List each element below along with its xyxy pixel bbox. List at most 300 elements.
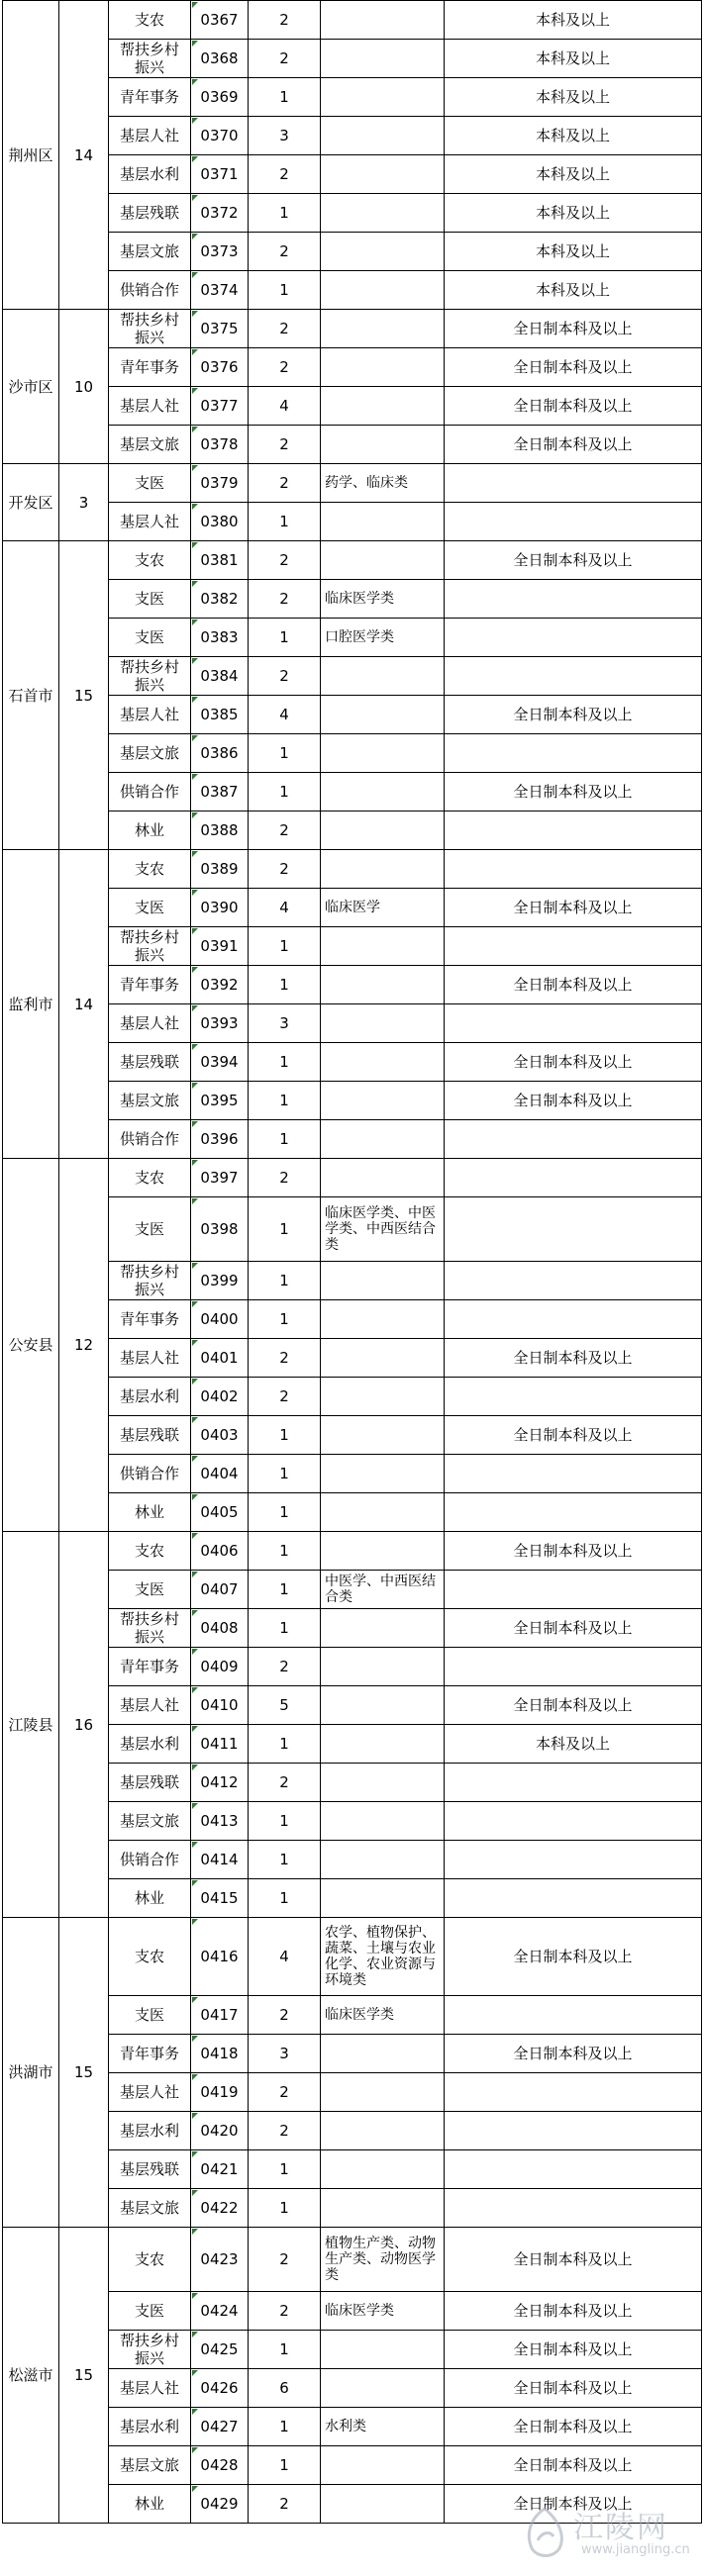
post-code-cell: 0370 [191,117,249,155]
region-total-cell: 15 [59,541,109,850]
post-cell: 基层残联 [109,1416,191,1455]
major-cell [321,271,445,310]
education-cell: 本科及以上 [445,155,702,194]
quota-cell: 1 [249,2331,321,2369]
post-code-cell: 0408 [191,1609,249,1648]
post-cell: 支医 [109,619,191,657]
post-cell: 青年事务 [109,1648,191,1686]
education-cell [445,1197,702,1262]
education-cell: 全日制本科及以上 [445,1918,702,1996]
education-cell: 全日制本科及以上 [445,1339,702,1378]
post-code-cell: 0393 [191,1004,249,1043]
education-cell: 全日制本科及以上 [445,2369,702,2408]
quota-cell: 1 [249,1802,321,1841]
post-cell: 支农 [109,850,191,889]
major-cell [321,1879,445,1918]
education-cell [445,1004,702,1043]
major-cell: 农学、植物保护、蔬菜、土壤与农业化学、农业资源与环境类 [321,1918,445,1996]
education-cell: 本科及以上 [445,1,702,40]
education-cell: 本科及以上 [445,40,702,78]
post-cell: 基层文旅 [109,1082,191,1120]
major-cell [321,1,445,40]
quota-cell: 1 [249,1120,321,1159]
post-cell: 青年事务 [109,966,191,1004]
post-code-cell: 0412 [191,1764,249,1802]
major-cell: 口腔医学类 [321,619,445,657]
quota-cell: 2 [249,426,321,464]
post-cell: 帮扶乡村振兴 [109,1262,191,1300]
watermark-url: www.jiangling.cn [581,2542,690,2557]
quota-cell: 1 [249,966,321,1004]
post-code-cell: 0411 [191,1725,249,1764]
quota-cell: 1 [249,1532,321,1571]
table-row [3,2228,702,2292]
post-code-cell: 0394 [191,1043,249,1082]
major-cell [321,2073,445,2112]
major-cell [321,117,445,155]
watermark-text: 江陵网 [573,2511,668,2545]
post-code-cell: 0410 [191,1686,249,1725]
quota-cell: 2 [249,580,321,619]
major-cell [321,1532,445,1571]
post-cell: 基层水利 [109,155,191,194]
quota-cell: 2 [249,541,321,580]
post-code-cell: 0369 [191,78,249,117]
post-code-cell: 0371 [191,155,249,194]
quota-cell: 4 [249,696,321,734]
quota-cell: 2 [249,1996,321,2035]
quota-cell: 1 [249,1571,321,1609]
quota-cell: 2 [249,850,321,889]
post-code-cell: 0409 [191,1648,249,1686]
education-cell: 全日制本科及以上 [445,2035,702,2073]
table-row [3,541,702,580]
major-cell [321,2331,445,2369]
education-cell [445,2189,702,2228]
major-cell [321,1416,445,1455]
education-cell: 全日制本科及以上 [445,310,702,348]
education-cell: 全日制本科及以上 [445,2446,702,2485]
post-cell: 基层残联 [109,194,191,233]
post-code-cell: 0418 [191,2035,249,2073]
quota-cell: 6 [249,2369,321,2408]
region-total-cell: 16 [59,1532,109,1918]
post-cell: 基层人社 [109,117,191,155]
major-cell [321,2485,445,2524]
education-cell [445,1802,702,1841]
post-cell: 支农 [109,1918,191,1996]
table-row [3,1532,702,1571]
education-cell [445,811,702,850]
major-cell [321,966,445,1004]
post-cell: 支医 [109,1571,191,1609]
education-cell [445,2150,702,2189]
quota-cell: 4 [249,387,321,426]
major-cell: 临床医学类 [321,2292,445,2331]
post-code-cell: 0392 [191,966,249,1004]
education-cell: 全日制本科及以上 [445,1532,702,1571]
post-cell: 支医 [109,1197,191,1262]
quota-cell: 2 [249,2112,321,2150]
education-cell: 全日制本科及以上 [445,387,702,426]
major-cell [321,1686,445,1725]
post-cell: 支农 [109,2228,191,2292]
quota-cell: 2 [249,2073,321,2112]
quota-cell: 2 [249,464,321,503]
major-cell [321,2112,445,2150]
major-cell [321,1339,445,1378]
quota-cell: 4 [249,1918,321,1996]
post-cell: 帮扶乡村振兴 [109,40,191,78]
quota-cell: 1 [249,1043,321,1082]
major-cell [321,426,445,464]
post-code-cell: 0399 [191,1262,249,1300]
post-cell: 青年事务 [109,78,191,117]
quota-cell: 2 [249,1378,321,1416]
quota-cell: 1 [249,2150,321,2189]
quota-cell: 1 [249,1197,321,1262]
table-row [3,850,702,889]
post-code-cell: 0400 [191,1300,249,1339]
post-cell: 基层残联 [109,1043,191,1082]
post-code-cell: 0417 [191,1996,249,2035]
major-cell [321,773,445,811]
watermark-logo-icon [520,2505,569,2560]
post-cell: 供销合作 [109,1841,191,1879]
post-code-cell: 0373 [191,233,249,271]
major-cell: 植物生产类、动物生产类、动物医学类 [321,2228,445,2292]
quota-cell: 1 [249,734,321,773]
post-code-cell: 0413 [191,1802,249,1841]
quota-cell: 3 [249,117,321,155]
post-cell: 支医 [109,580,191,619]
education-cell [445,1262,702,1300]
quota-cell: 1 [249,1609,321,1648]
post-code-cell: 0385 [191,696,249,734]
education-cell [445,1159,702,1197]
post-code-cell: 0381 [191,541,249,580]
quota-cell: 1 [249,78,321,117]
major-cell [321,1648,445,1686]
major-cell [321,2150,445,2189]
post-code-cell: 0380 [191,503,249,541]
major-cell [321,1004,445,1043]
post-cell: 帮扶乡村振兴 [109,2331,191,2369]
major-cell [321,811,445,850]
education-cell: 全日制本科及以上 [445,773,702,811]
post-cell: 基层文旅 [109,2189,191,2228]
post-code-cell: 0423 [191,2228,249,2292]
post-code-cell: 0368 [191,40,249,78]
education-cell: 全日制本科及以上 [445,426,702,464]
post-code-cell: 0375 [191,310,249,348]
education-cell: 本科及以上 [445,117,702,155]
education-cell [445,927,702,966]
post-code-cell: 0415 [191,1879,249,1918]
quota-cell: 2 [249,657,321,696]
post-cell: 支农 [109,1532,191,1571]
region-total-cell: 3 [59,464,109,541]
post-code-cell: 0404 [191,1455,249,1493]
post-code-cell: 0424 [191,2292,249,2331]
post-code-cell: 0428 [191,2446,249,2485]
major-cell [321,2369,445,2408]
education-cell: 全日制本科及以上 [445,2331,702,2369]
quota-cell: 2 [249,1648,321,1686]
major-cell: 水利类 [321,2408,445,2446]
major-cell: 临床医学类 [321,1996,445,2035]
education-cell: 全日制本科及以上 [445,696,702,734]
table-row [3,1918,702,1996]
education-cell [445,1879,702,1918]
quota-cell: 2 [249,233,321,271]
post-cell: 基层文旅 [109,1802,191,1841]
quota-cell: 2 [249,1339,321,1378]
major-cell [321,2035,445,2073]
education-cell: 全日制本科及以上 [445,541,702,580]
region-cell: 荆州区 [3,1,59,310]
post-cell: 基层人社 [109,2369,191,2408]
post-cell: 帮扶乡村振兴 [109,1609,191,1648]
post-cell: 帮扶乡村振兴 [109,657,191,696]
post-cell: 林业 [109,1493,191,1532]
post-code-cell: 0377 [191,387,249,426]
quota-cell: 1 [249,503,321,541]
major-cell [321,233,445,271]
post-code-cell: 0401 [191,1339,249,1378]
post-code-cell: 0367 [191,1,249,40]
post-cell: 青年事务 [109,348,191,387]
post-cell: 基层人社 [109,1339,191,1378]
post-cell: 基层人社 [109,1686,191,1725]
quota-cell: 1 [249,1493,321,1532]
table-row [3,1,702,40]
post-code-cell: 0395 [191,1082,249,1120]
major-cell [321,734,445,773]
quota-cell: 1 [249,194,321,233]
table-row [3,310,702,348]
quota-cell: 2 [249,1764,321,1802]
region-cell: 监利市 [3,850,59,1159]
post-code-cell: 0374 [191,271,249,310]
post-cell: 基层人社 [109,503,191,541]
major-cell [321,194,445,233]
post-cell: 基层文旅 [109,734,191,773]
major-cell [321,2189,445,2228]
major-cell [321,155,445,194]
quota-cell: 5 [249,1686,321,1725]
major-cell [321,850,445,889]
major-cell: 临床医学 [321,889,445,927]
education-cell [445,1455,702,1493]
post-code-cell: 0422 [191,2189,249,2228]
quota-cell: 1 [249,271,321,310]
post-cell: 青年事务 [109,1300,191,1339]
education-cell [445,2112,702,2150]
education-cell: 全日制本科及以上 [445,1043,702,1082]
education-cell: 全日制本科及以上 [445,1609,702,1648]
quota-cell: 1 [249,1879,321,1918]
post-cell: 支农 [109,1159,191,1197]
post-cell: 支医 [109,464,191,503]
post-code-cell: 0397 [191,1159,249,1197]
post-cell: 基层文旅 [109,426,191,464]
region-total-cell: 15 [59,1918,109,2228]
education-cell [445,734,702,773]
quota-cell: 2 [249,1159,321,1197]
quota-cell: 1 [249,1725,321,1764]
quota-cell: 2 [249,2485,321,2524]
post-code-cell: 0416 [191,1918,249,1996]
education-cell: 全日制本科及以上 [445,348,702,387]
post-code-cell: 0382 [191,580,249,619]
major-cell [321,1841,445,1879]
education-cell [445,1493,702,1532]
education-cell: 本科及以上 [445,233,702,271]
region-cell: 公安县 [3,1159,59,1532]
post-code-cell: 0407 [191,1571,249,1609]
post-cell: 支医 [109,889,191,927]
post-code-cell: 0398 [191,1197,249,1262]
major-cell [321,657,445,696]
quota-cell: 2 [249,811,321,850]
table-row [3,1159,702,1197]
quota-cell: 1 [249,927,321,966]
region-cell: 开发区 [3,464,59,541]
education-cell [445,1300,702,1339]
education-cell [445,850,702,889]
post-cell: 帮扶乡村振兴 [109,310,191,348]
post-cell: 基层文旅 [109,2446,191,2485]
post-code-cell: 0389 [191,850,249,889]
major-cell: 临床医学类 [321,580,445,619]
post-cell: 供销合作 [109,1120,191,1159]
post-code-cell: 0396 [191,1120,249,1159]
quota-cell: 1 [249,2189,321,2228]
education-cell [445,1378,702,1416]
quota-cell: 3 [249,2035,321,2073]
education-cell [445,1648,702,1686]
table-row [3,464,702,503]
major-cell: 药学、临床类 [321,464,445,503]
major-cell [321,40,445,78]
post-code-cell: 0426 [191,2369,249,2408]
major-cell: 临床医学类、中医学类、中西医结合类 [321,1197,445,1262]
major-cell [321,1120,445,1159]
major-cell [321,1493,445,1532]
region-cell: 江陵县 [3,1532,59,1918]
education-cell [445,503,702,541]
post-cell: 供销合作 [109,271,191,310]
post-code-cell: 0388 [191,811,249,850]
post-cell: 基层残联 [109,2150,191,2189]
post-code-cell: 0406 [191,1532,249,1571]
post-code-cell: 0419 [191,2073,249,2112]
post-code-cell: 0376 [191,348,249,387]
post-cell: 支农 [109,1,191,40]
post-cell: 林业 [109,811,191,850]
post-code-cell: 0387 [191,773,249,811]
post-code-cell: 0402 [191,1378,249,1416]
post-cell: 基层人社 [109,696,191,734]
major-cell [321,1082,445,1120]
major-cell [321,2446,445,2485]
post-code-cell: 0405 [191,1493,249,1532]
post-code-cell: 0391 [191,927,249,966]
post-cell: 基层人社 [109,1004,191,1043]
post-code-cell: 0414 [191,1841,249,1879]
post-code-cell: 0425 [191,2331,249,2369]
post-cell: 林业 [109,2485,191,2524]
major-cell [321,1455,445,1493]
post-code-cell: 0420 [191,2112,249,2150]
post-cell: 支农 [109,541,191,580]
major-cell [321,387,445,426]
education-cell [445,1571,702,1609]
major-cell [321,696,445,734]
education-cell: 本科及以上 [445,78,702,117]
major-cell [321,503,445,541]
post-cell: 基层水利 [109,1725,191,1764]
major-cell [321,927,445,966]
post-code-cell: 0384 [191,657,249,696]
education-cell [445,619,702,657]
post-cell: 供销合作 [109,1455,191,1493]
education-cell: 全日制本科及以上 [445,2408,702,2446]
major-cell [321,1300,445,1339]
major-cell [321,1378,445,1416]
major-cell: 中医学、中西医结合类 [321,1571,445,1609]
education-cell [445,1996,702,2035]
major-cell [321,541,445,580]
post-cell: 供销合作 [109,773,191,811]
quota-cell: 1 [249,1262,321,1300]
quota-cell: 1 [249,1082,321,1120]
quota-cell: 2 [249,310,321,348]
post-code-cell: 0390 [191,889,249,927]
recruitment-table [2,0,702,2524]
major-cell [321,1764,445,1802]
education-cell: 全日制本科及以上 [445,889,702,927]
education-cell [445,657,702,696]
post-cell: 青年事务 [109,2035,191,2073]
major-cell [321,1262,445,1300]
post-cell: 帮扶乡村振兴 [109,927,191,966]
major-cell [321,1159,445,1197]
post-code-cell: 0379 [191,464,249,503]
post-code-cell: 0383 [191,619,249,657]
region-cell: 松滋市 [3,2228,59,2524]
quota-cell: 2 [249,40,321,78]
post-cell: 基层水利 [109,2112,191,2150]
education-cell [445,1120,702,1159]
post-code-cell: 0386 [191,734,249,773]
region-cell: 石首市 [3,541,59,850]
region-total-cell: 10 [59,310,109,464]
post-code-cell: 0378 [191,426,249,464]
post-cell: 林业 [109,1879,191,1918]
quota-cell: 2 [249,348,321,387]
education-cell: 全日制本科及以上 [445,2485,702,2524]
region-cell: 洪湖市 [3,1918,59,2228]
post-cell: 基层水利 [109,1378,191,1416]
quota-cell: 4 [249,889,321,927]
education-cell [445,2073,702,2112]
post-code-cell: 0372 [191,194,249,233]
education-cell: 全日制本科及以上 [445,1082,702,1120]
post-cell: 基层文旅 [109,233,191,271]
education-cell: 全日制本科及以上 [445,2292,702,2331]
